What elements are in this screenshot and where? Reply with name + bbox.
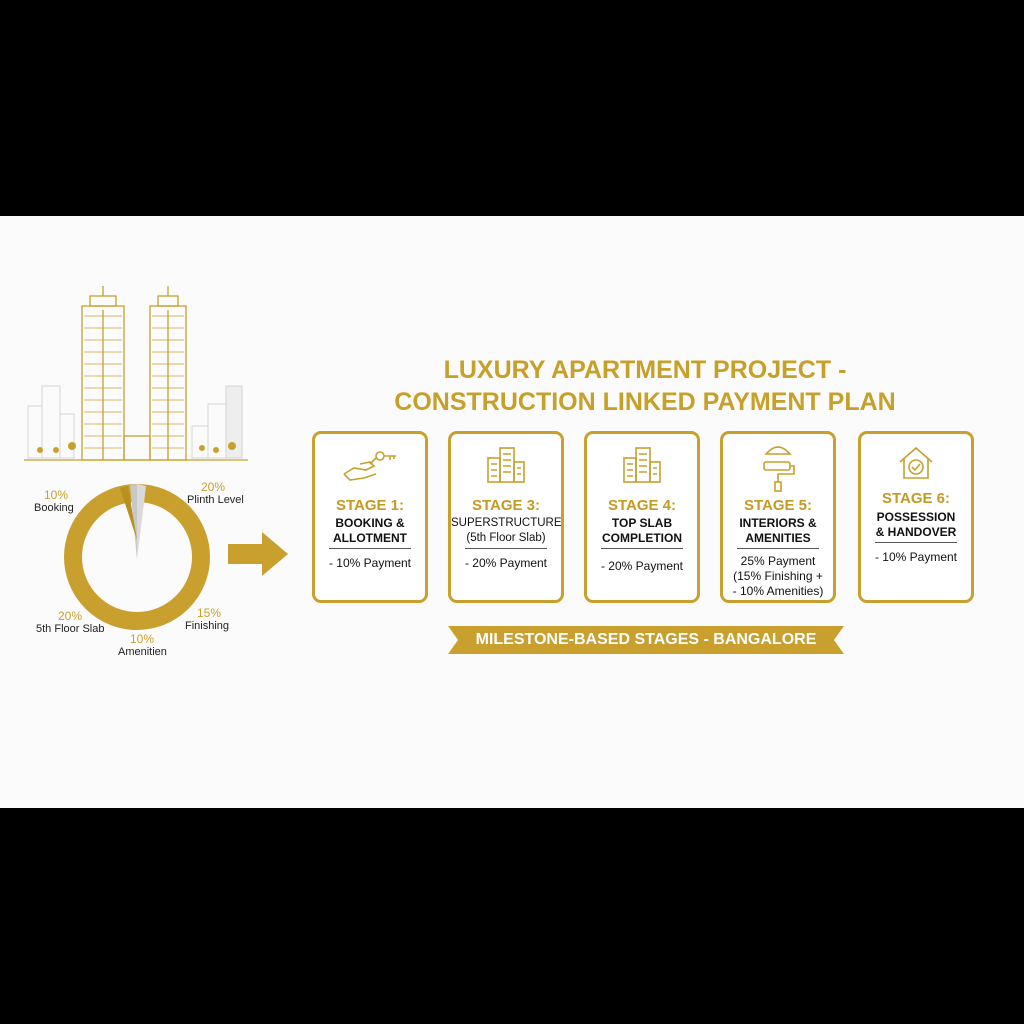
infographic-panel	[0, 216, 1024, 808]
home-check-icon	[861, 444, 971, 486]
stage-number: STAGE 3:	[471, 497, 541, 514]
stage-name: BOOKING & ALLOTMENT	[315, 516, 425, 549]
donut-label-amenities: 10% Amenitien	[118, 632, 167, 658]
paint-roller-helmet-icon	[723, 440, 833, 482]
donut-label-fifth-floor: 20% 5th Floor Slab	[36, 609, 105, 635]
ribbon-label: MILESTONE-BASED STAGES - BANGALORE	[475, 631, 817, 648]
stage-number: STAGE 4:	[607, 497, 677, 514]
donut-label-booking: 10% Booking	[34, 488, 74, 514]
skyline-illustration	[20, 286, 252, 466]
stage-name: TOP SLAB COMPLETION	[587, 516, 697, 549]
stage-card-6	[858, 431, 974, 603]
stage-card-3	[448, 431, 564, 603]
donut-slice-light	[137, 484, 146, 560]
donut-label-finishing: 15% Finishing	[185, 606, 230, 632]
stage-payment: - 10% Payment	[874, 550, 958, 564]
building-icon	[587, 444, 697, 486]
stage-name: INTERIORS & AMENITIES	[723, 516, 833, 549]
stage-number: STAGE 5:	[743, 497, 813, 514]
stage-card-5	[720, 431, 836, 603]
stage-card-1	[312, 431, 428, 603]
donut-label-plinth: 20% Plinth Level	[187, 480, 244, 506]
stage-payment: - 20% Payment	[600, 559, 684, 573]
arrow-right-icon	[226, 530, 290, 578]
page-title: LUXURY APARTMENT PROJECT - CONSTRUCTION LINKED PAYMENT PLAN	[394, 356, 896, 416]
stage-name: POSSESSION & HANDOVER	[861, 510, 971, 543]
stage-card-4	[584, 431, 700, 603]
stage-payment: 25% Payment (15% Finishing + - 10% Amenities)	[732, 554, 824, 598]
stage-payment: - 10% Payment	[328, 556, 412, 570]
building-icon	[451, 444, 561, 486]
stage-name: SUPERSTRUCTURE (5th Floor Slab)	[451, 516, 561, 549]
stage-number: STAGE 6:	[881, 490, 951, 507]
stage-payment: - 20% Payment	[464, 556, 548, 570]
handshake-key-icon	[315, 444, 425, 486]
stage-number: STAGE 1:	[335, 497, 405, 514]
